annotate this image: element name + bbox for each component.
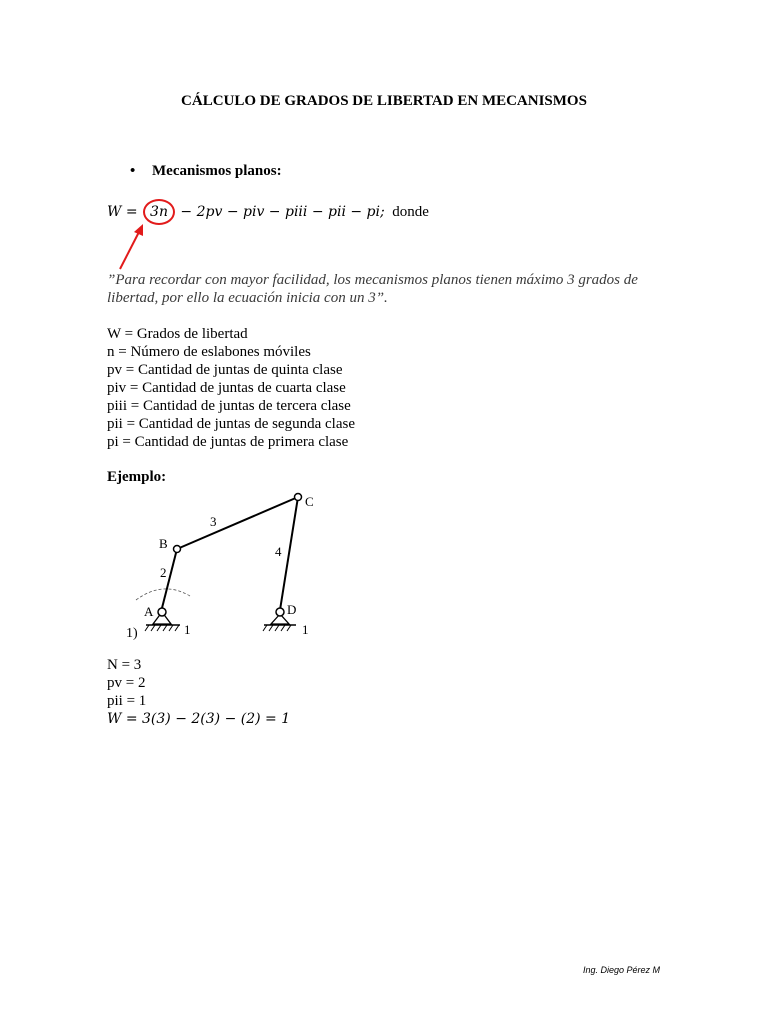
definitions-list	[107, 325, 355, 451]
final-equation: W = 3(3) − 2(3) − (2) = 1	[107, 711, 291, 727]
formula-lhs: W	[107, 204, 122, 220]
joint-label-c: C	[305, 494, 314, 509]
bullet-marker: •	[130, 163, 136, 179]
definition-item: pi = Cantidad de juntas de primera clase	[107, 434, 349, 450]
dof-formula	[107, 199, 429, 225]
link-rocker	[280, 497, 298, 610]
joint-label-a: A	[144, 604, 154, 619]
formula-rest: − 2pv − piv − piii − pii − pi;	[175, 204, 385, 220]
formula-suffix: donde	[392, 204, 429, 220]
joint-label-d: D	[287, 602, 297, 617]
joint-label-b: B	[159, 536, 168, 551]
joint-b	[174, 546, 181, 553]
result-line: N = 3	[107, 657, 142, 673]
result-line: pv = 2	[107, 675, 146, 691]
definition-item: pii = Cantidad de juntas de segunda clase	[107, 416, 355, 432]
definition-item: n = Número de eslabones móviles	[107, 344, 311, 360]
definition-item: piv = Cantidad de juntas de cuarta clase	[107, 380, 346, 396]
definition-item: piii = Cantidad de juntas de tercera clase	[107, 398, 351, 414]
four-bar-mechanism-diagram	[118, 488, 338, 648]
joint-c	[295, 494, 302, 501]
example-values	[107, 656, 146, 710]
definition-item: W = Grados de libertad	[107, 326, 248, 342]
joint-a	[158, 608, 166, 616]
formula-equals: =	[121, 204, 143, 220]
mnemonic-quote: ”Para recordar con mayor facilidad, los mecanismos planos tienen máximo 3 grados de libertad, por ello la ecuación inicia con un 3”.	[107, 272, 638, 306]
ground-label-1: 1	[184, 622, 191, 637]
example-heading: Ejemplo:	[107, 469, 167, 485]
link-label-2: 2	[160, 565, 167, 580]
joint-d	[276, 608, 284, 616]
author-footer: Ing. Diego Pérez M	[582, 965, 660, 975]
document-title: CÁLCULO DE GRADOS DE LIBERTAD EN MECANISMOS	[181, 93, 587, 109]
crank-rotation-arc	[136, 589, 190, 600]
link-label-3: 3	[210, 514, 217, 529]
link-label-4: 4	[275, 544, 282, 559]
figure-number: 1)	[126, 626, 138, 641]
section-heading-text: Mecanismos planos:	[152, 163, 282, 179]
link-coupler	[177, 497, 298, 549]
result-line: pii = 1	[107, 693, 147, 709]
ground-label-1: 1	[302, 622, 309, 637]
circled-term: 3n	[143, 199, 175, 225]
definition-item: pv = Cantidad de juntas de quinta clase	[107, 362, 343, 378]
annotation-arrow	[112, 224, 152, 274]
